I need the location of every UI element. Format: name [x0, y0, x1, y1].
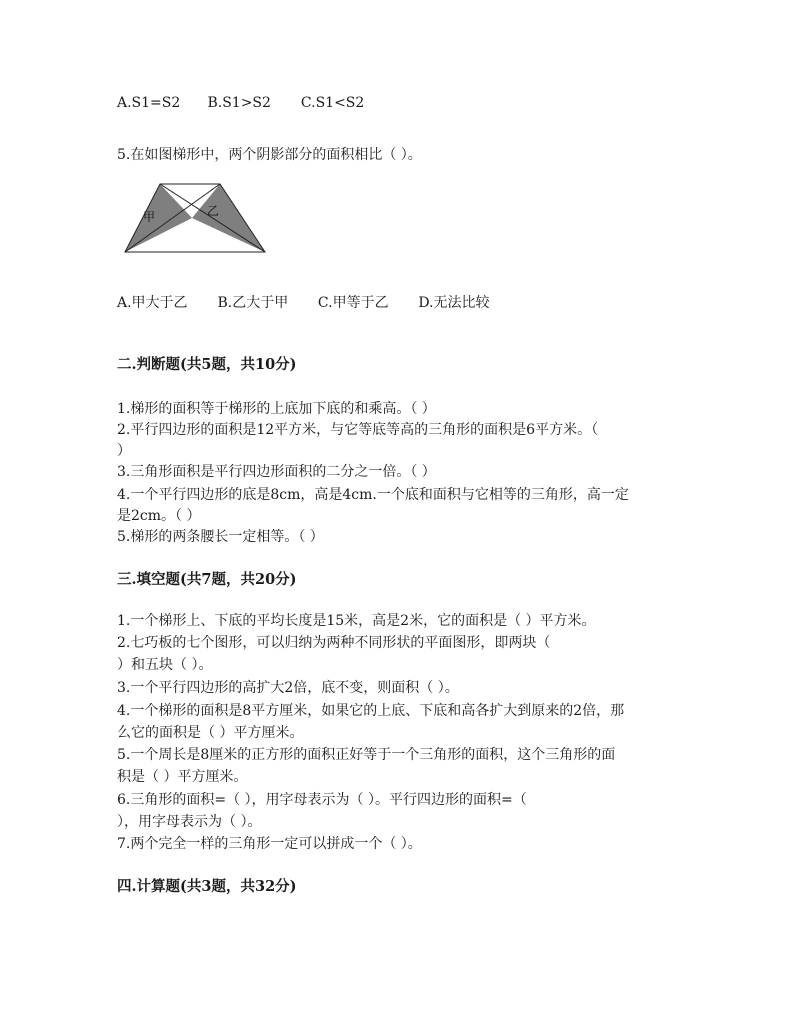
s2-line: 是2cm。（ ）	[117, 508, 201, 524]
q5-option-a: A.甲大于乙	[117, 295, 188, 311]
q5-options	[117, 294, 490, 312]
s2-line: 2.平行四边形的面积是12平方米，与它等底等高的三角形的面积是6平方米。（	[117, 422, 599, 438]
q5-option-c: C.甲等于乙	[317, 295, 389, 311]
s3-line: 5.一个周长是8厘米的正方形的面积正好等于一个三角形的面积，这个三角形的面	[117, 747, 616, 763]
s2-line: 3.三角形面积是平行四边形面积的二分之一倍。（ ）	[117, 464, 436, 480]
label-jia: 甲	[143, 210, 156, 224]
shade-left	[125, 184, 192, 252]
s3-line: ）和五块（ ）。	[117, 657, 213, 673]
s3-line: 3.一个平行四边形的高扩大2倍，底不变，则面积（ ）。	[117, 680, 459, 696]
s3-line: 么它的面积是（ ）平方厘米。	[117, 725, 304, 741]
section2-title: 二.判断题(共5题，共10分)	[117, 356, 297, 373]
s3-line: ），用字母表示为（ ）。	[117, 814, 262, 830]
s3-line: 积是（ ）平方厘米。	[117, 769, 248, 785]
s2-line: 5.梯形的两条腰长一定相等。（ ）	[117, 529, 324, 545]
q4-options	[117, 94, 364, 112]
s3-line: 1.一个梯形上、下底的平均长度是15米，高是2米，它的面积是（ ）平方米。	[117, 613, 596, 629]
shade-right	[192, 184, 265, 252]
s3-line: 7.两个完全一样的三角形一定可以拼成一个（ ）。	[117, 836, 422, 852]
s3-line: 2.七巧板的七个图形，可以归纳为两种不同形状的平面图形，即两块（	[117, 635, 551, 651]
s2-line: 4.一个平行四边形的底是8cm，高是4cm.一个底和面积与它相等的三角形，高一定	[117, 487, 629, 503]
q5-option-b: B.乙大于甲	[217, 295, 289, 311]
s2-line: ）	[117, 443, 131, 459]
q5-option-d: D.无法比较	[418, 295, 490, 311]
q4-option-a: A.S1=S2	[117, 95, 181, 111]
s3-line: 6.三角形的面积=（ ），用字母表示为（ ）。平行四边形的面积=（	[117, 792, 527, 808]
label-yi: 乙	[207, 204, 220, 218]
q4-option-c: C.S1<S2	[300, 95, 365, 111]
q5-question: 5.在如图梯形中，两个阴影部分的面积相比（ ）。	[117, 147, 422, 163]
s3-line: 4.一个梯形的面积是8平方厘米，如果它的上底、下底和高各扩大到原来的2倍，那	[117, 703, 625, 719]
section3-title: 三.填空题(共7题，共20分)	[117, 571, 297, 588]
q4-option-b: B.S1>S2	[207, 95, 271, 111]
section4-title: 四.计算题(共3题，共32分)	[117, 878, 297, 895]
s2-line: 1.梯形的面积等于梯形的上底加下底的和乘高。（ ）	[117, 401, 436, 417]
trapezoid-figure	[120, 182, 270, 260]
